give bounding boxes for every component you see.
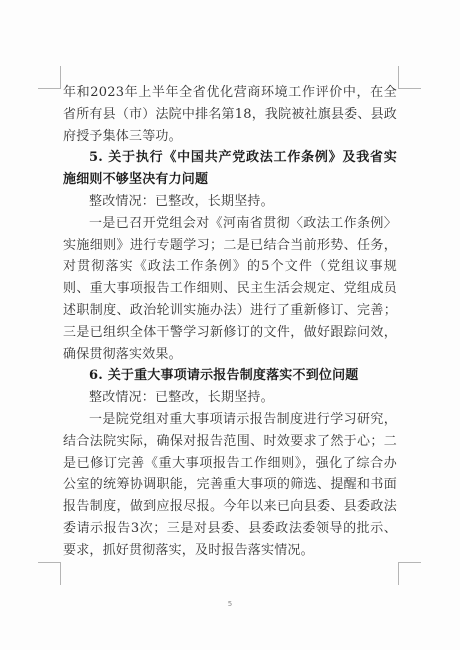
paragraph-status-item-6: 整改情况：已整改，长期坚持。 — [89, 390, 274, 406]
crop-mark-top-right — [398, 66, 421, 89]
page-number: 5 — [227, 600, 233, 608]
heading-item-6: 6. 关于重大事项请示报告制度落实不到位问题 — [89, 368, 359, 384]
crop-mark-bottom-right — [398, 562, 421, 585]
paragraph-ranking-continuation: 年和2023年上半年全省优化营商环境工作评价中，在全省所有县（市）法院中排名第18，我院被社旗县委、县政府授予集体三等功。 — [63, 85, 397, 144]
crop-mark-top-left — [38, 66, 61, 89]
heading-item-5: 5. 关于执行《中国共产党政法工作条例》及我省实施细则不够坚决有力问题 — [63, 150, 397, 188]
paragraph-measures-item-5: 一是已召开党组会对《河南省贯彻〈政法工作条例〉实施细则》进行专题学习；二是已结合当前形势、任务，对贯彻落实《政法工作条例》的5个文件（党组议事规则、重大事项报告工作细则、民主生活会规定、党组成员述职制度、政治轮训实施办法）进行了重新修订、完善；三是已组织全体干警学习新修订的文件，做好跟踪问效，确保贯彻落实效果。 — [63, 215, 397, 362]
document-body — [63, 82, 397, 562]
paragraph-measures-item-6: 一是院党组对重大事项请示报告制度进行学习研究，结合法院实际，确保对报告范围、时效要求了然于心；二是已修订完善《重大事项报告工作细则》，强化了综合办公室的统筹协调职能，完善重大事项的筛选、提醒和书面报告制度，做到应报尽报。今年以来已向县委、县委政法委请示报告3次；三是对县委、县委政法委领导的批示、要求，抓好贯彻落实，及时报告落实情况。 — [63, 411, 397, 558]
crop-mark-bottom-left — [38, 562, 61, 585]
paragraph-status-item-5: 整改情况：已整改，长期坚持。 — [89, 193, 274, 209]
